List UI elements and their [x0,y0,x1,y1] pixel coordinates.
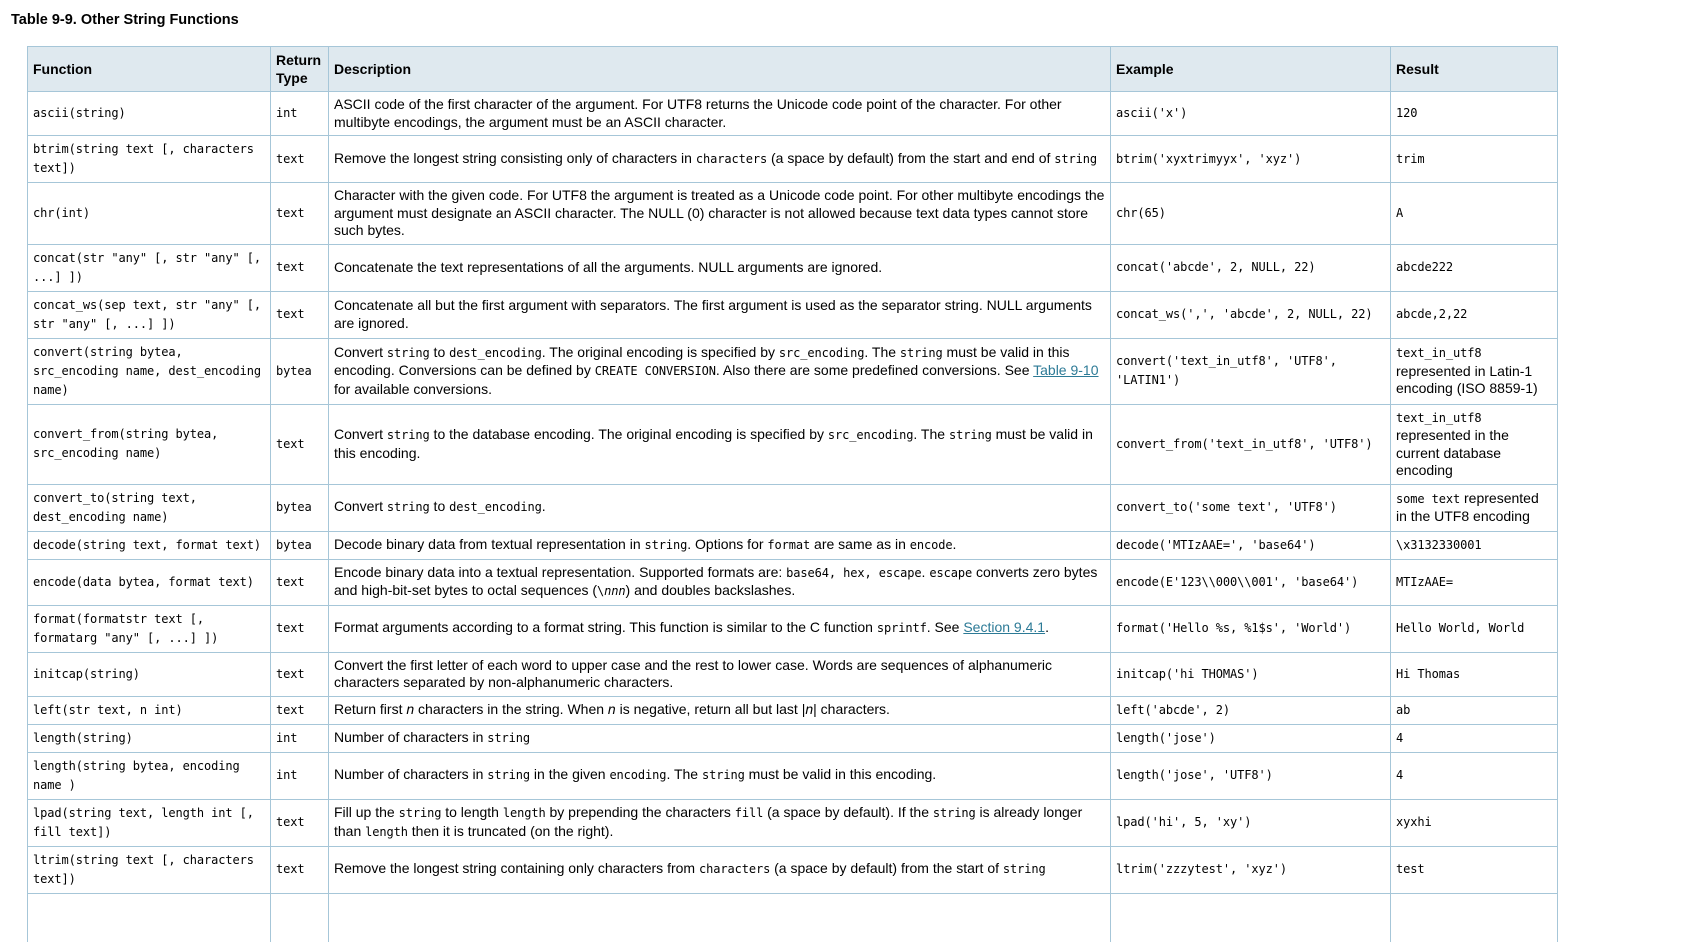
example-cell: btrim('xyxtrimyyx', 'xyz') [1111,136,1391,183]
text-segment: 120 [1396,106,1418,121]
text-segment: (a space by default) from the start of [770,860,1003,877]
function-cell: convert(string bytea, src_encoding name, dest_encoding name) [28,338,271,404]
example-cell: lpad('hi', 5, 'xy') [1111,799,1391,846]
example-cell: convert_to('some text', 'UTF8') [1111,484,1391,531]
function-cell: decode(string text, format text) [28,531,271,559]
text-segment: 4 [1396,730,1404,745]
text-segment: characters in the string. When [414,701,608,718]
text-segment: \x3132330001 [1396,537,1482,552]
text-segment: \ [597,584,605,598]
table-row [28,484,1558,531]
text-segment: represented in the current database encoding [1396,427,1509,478]
text-segment: | characters. [813,701,890,718]
result-cell [1391,136,1558,183]
text-segment: is negative, return all but last | [615,701,806,718]
example-cell: ltrim('zzzytest', 'xyz') [1111,846,1391,893]
result-cell [1391,244,1558,291]
table-row [28,338,1558,404]
text-segment: CREATE CONVERSION [594,364,716,379]
text-segment: Fill up the [334,804,399,820]
text-segment: Convert [334,426,387,442]
example-cell: length('jose', 'UTF8') [1111,752,1391,799]
text-segment: n [607,701,616,718]
text-segment: base64, hex, escape [786,565,922,580]
return-type-cell: bytea [271,338,329,404]
result-cell [1391,291,1558,338]
table-row [28,92,1558,136]
table-row [28,559,1558,605]
function-cell: left(str text, n int) [28,696,271,724]
function-cell: encode(data bytea, format text) [28,559,271,605]
example-cell: initcap('hi THOMAS') [1111,652,1391,696]
table-row-partial [28,893,1558,942]
text-segment: string [386,500,430,515]
column-header-example: Example [1111,47,1391,92]
column-header-result: Result [1391,47,1558,92]
text-segment: . Also there are some predefined conversions. See [715,362,1034,379]
return-type-cell: bytea [271,531,329,559]
header-row [28,47,1558,92]
description-cell [329,696,1111,724]
return-type-cell: text [271,136,329,183]
text-segment: then it is truncated (on the right). [407,822,614,839]
example-cell: decode('MTIzAAE=', 'base64') [1111,531,1391,559]
description-cell [329,752,1111,799]
text-segment: text_in_utf8 [1396,410,1482,425]
return-type-cell: int [271,724,329,752]
text-segment: trim [1396,151,1425,166]
table-row [28,136,1558,183]
text-segment: A [1396,206,1404,220]
text-segment: . The [666,766,702,783]
return-type-cell: text [271,291,329,338]
function-cell: length(string bytea, encoding name ) [28,752,271,799]
text-segment: Return first [334,701,407,718]
doc-link[interactable]: Table 9-10 [1033,362,1099,379]
text-segment: characters [695,151,768,166]
text-segment: . The [913,426,949,442]
text-segment: . Options for [687,535,768,552]
description-cell [329,338,1111,404]
result-cell [1391,752,1558,799]
text-segment: Concatenate all but the first argument with separators. The first argument is used as the separator string. NULL arguments are ignored. [334,297,1092,331]
table-row [28,531,1558,559]
example-cell: ascii('x') [1111,92,1391,136]
function-cell [28,893,271,942]
text-segment: src_encoding [827,428,914,442]
example-cell [1111,893,1391,942]
text-segment: Number of characters in [334,728,488,745]
function-cell: initcap(string) [28,652,271,696]
text-segment: must be valid in this encoding. Conversions can be defined by [334,343,1070,379]
return-type-cell: text [271,846,329,893]
result-cell [1391,799,1558,846]
text-segment: . See [926,619,964,636]
return-type-cell: text [271,244,329,291]
text-segment: . [541,498,546,515]
text-segment: string [398,806,442,820]
text-segment: encoding [609,768,667,783]
result-cell [1391,484,1558,531]
text-segment: Character with the given code. For UTF8 the argument is treated as a Unicode code point. For other multibyte encodings the argument must designate an ASCII character. The NULL (0) character is not allowed because text data types cannot store such bytes. [334,187,1105,238]
return-type-cell: bytea [271,484,329,531]
result-cell [1391,338,1558,404]
description-cell [329,893,1111,942]
text-segment: to the database encoding. The original encoding is specified by [429,426,828,442]
doc-link[interactable]: Section 9.4.1 [963,619,1046,636]
string-functions-table [27,46,1558,942]
function-cell: lpad(string text, length int [, fill text]) [28,799,271,846]
text-segment: (a space by default). If the [763,804,933,820]
example-cell: format('Hello %s, %1$s', 'World') [1111,605,1391,652]
result-cell [1391,696,1558,724]
text-segment: string [386,428,430,442]
table-row [28,183,1558,245]
text-segment: fill [734,806,764,820]
table-body [28,92,1558,894]
example-cell: chr(65) [1111,183,1391,245]
function-cell: concat_ws(sep text, str "any" [, str "any" [, ...] ]) [28,291,271,338]
text-segment: n [406,701,415,718]
function-cell: chr(int) [28,183,271,245]
function-cell: concat(str "any" [, str "any" [, ...] ]) [28,244,271,291]
function-cell: convert_from(string bytea, src_encoding name) [28,404,271,484]
table-row [28,605,1558,652]
column-header-return-type: Return Type [271,47,329,92]
table-row [28,652,1558,696]
function-cell: ltrim(string text [, characters text]) [28,846,271,893]
return-type-cell: text [271,652,329,696]
text-segment: ab [1396,702,1411,717]
example-cell: concat_ws(',', 'abcde', 2, NULL, 22) [1111,291,1391,338]
text-segment: ASCII code of the first character of the argument. For UTF8 returns the Unicode code point of the character. For other multibyte encodings, the argument must be an ASCII character. [334,96,1062,130]
text-segment: Format arguments according to a format string. This function is similar to the C function [334,619,877,636]
text-segment: Number of characters in [334,766,488,783]
text-segment: Convert [334,343,387,360]
text-segment: xyxhi [1396,815,1432,830]
text-segment: Remove the longest string containing only characters from [334,860,699,877]
description-cell [329,799,1111,846]
text-segment: sprintf [876,621,927,636]
result-cell [1391,724,1558,752]
table-row [28,291,1558,338]
text-segment: string [1054,151,1098,166]
function-cell: btrim(string text [, characters text]) [28,136,271,183]
result-cell [1391,404,1558,484]
text-segment: string [1002,862,1046,877]
text-segment: . The original encoding is specified by [541,343,779,360]
text-segment: string [932,806,976,820]
result-cell [1391,893,1558,942]
text-segment: converts zero bytes and high-bit-set bytes to octal sequences ( [334,563,1098,598]
text-segment: MTIzAAE= [1396,574,1453,589]
function-cell: ascii(string) [28,92,271,136]
description-cell [329,484,1111,531]
text-segment: . [1045,619,1049,636]
text-segment: to length [441,804,503,820]
text-segment: is already longer than [334,804,1083,839]
return-type-cell: int [271,92,329,136]
column-header-description: Description [329,47,1111,92]
text-segment: escape [929,565,973,580]
description-cell [329,291,1111,338]
text-segment: characters [698,862,771,877]
description-cell [329,183,1111,245]
return-type-cell: int [271,752,329,799]
text-segment: length [365,824,408,839]
text-segment: must be valid in this encoding. [744,766,937,783]
return-type-cell [271,893,329,942]
table-row [28,724,1558,752]
text-segment: Decode binary data from textual representation in [334,535,645,552]
text-segment: dest_encoding [449,500,542,515]
table-caption: Table 9-9. Other String Functions [11,12,239,28]
text-segment: string [701,768,745,783]
text-segment: string [386,345,430,360]
function-cell: convert_to(string text, dest_encoding name) [28,484,271,531]
text-segment: . [952,535,957,552]
table-row [28,404,1558,484]
text-segment: to [429,343,450,360]
text-segment: nnn [604,584,626,598]
text-segment: test [1396,862,1425,877]
text-segment: ) and doubles backslashes. [625,582,796,598]
description-cell [329,846,1111,893]
example-cell: convert_from('text_in_utf8', 'UTF8') [1111,404,1391,484]
text-segment: encode [909,537,953,552]
return-type-cell: text [271,605,329,652]
text-segment: Hello World, World [1396,621,1525,636]
table-row [28,752,1558,799]
description-cell [329,605,1111,652]
text-segment: string [644,537,688,552]
text-segment: . The [864,343,900,360]
result-cell [1391,92,1558,136]
text-segment: in the given [530,766,610,783]
text-segment: Hi Thomas [1396,666,1461,681]
table-row [28,696,1558,724]
text-segment: (a space by default) from the start and end of [767,149,1055,166]
text-segment: Remove the longest string consisting only of characters in [334,149,696,166]
description-cell [329,531,1111,559]
return-type-cell: text [271,799,329,846]
text-segment: string [899,345,943,360]
table-row [28,799,1558,846]
description-cell [329,652,1111,696]
text-segment: to [429,498,450,515]
description-cell [329,244,1111,291]
text-segment: abcde,2,22 [1396,307,1468,322]
text-segment: for available conversions. [334,380,492,397]
example-cell: left('abcde', 2) [1111,696,1391,724]
example-cell: encode(E'123\\000\\001', 'base64') [1111,559,1391,605]
return-type-cell: text [271,404,329,484]
text-segment: 4 [1396,768,1404,783]
text-segment: dest_encoding [449,345,542,360]
result-cell [1391,531,1558,559]
table-row [28,846,1558,893]
example-cell: convert('text_in_utf8', 'UTF8', 'LATIN1') [1111,338,1391,404]
text-segment: Convert [334,498,387,515]
description-cell [329,136,1111,183]
description-cell [329,724,1111,752]
text-segment: . [921,563,930,580]
text-segment: string [948,428,992,442]
example-cell: concat('abcde', 2, NULL, 22) [1111,244,1391,291]
text-segment: n [805,701,814,718]
text-segment: src_encoding [778,345,865,360]
result-cell [1391,559,1558,605]
function-cell: length(string) [28,724,271,752]
table-row [28,244,1558,291]
text-segment: length [502,806,546,820]
description-cell [329,559,1111,605]
return-type-cell: text [271,183,329,245]
text-segment: string [487,768,531,783]
result-cell [1391,605,1558,652]
text-segment: Convert the first letter of each word to upper case and the rest to lower case. Words are sequences of alphanumeric characters separated by non-alphanumeric characters. [334,656,1053,690]
text-segment: string [487,730,531,745]
text-segment: represented in Latin-1 encoding (ISO 8859-1) [1396,362,1538,397]
text-segment: text_in_utf8 [1396,346,1482,361]
return-type-cell: text [271,559,329,605]
text-segment: must be valid in this encoding. [334,426,1093,461]
return-type-cell: text [271,696,329,724]
result-cell [1391,846,1558,893]
example-cell: length('jose') [1111,724,1391,752]
function-cell: format(formatstr text [, formatarg "any" [, ...] ]) [28,605,271,652]
description-cell [329,92,1111,136]
description-cell [329,404,1111,484]
result-cell [1391,183,1558,245]
text-segment: by prepending the characters [545,804,735,820]
text-segment: format [767,537,811,552]
text-segment: are same as in [810,535,910,552]
column-header-function: Function [28,47,271,92]
text-segment: abcde222 [1396,260,1453,275]
text-segment: represented in the UTF8 encoding [1396,489,1539,524]
result-cell [1391,652,1558,696]
text-segment: some text [1396,491,1461,506]
text-segment: Concatenate the text representations of all the arguments. NULL arguments are ignored. [334,258,883,275]
text-segment: Encode binary data into a textual representation. Supported formats are: [334,563,787,580]
